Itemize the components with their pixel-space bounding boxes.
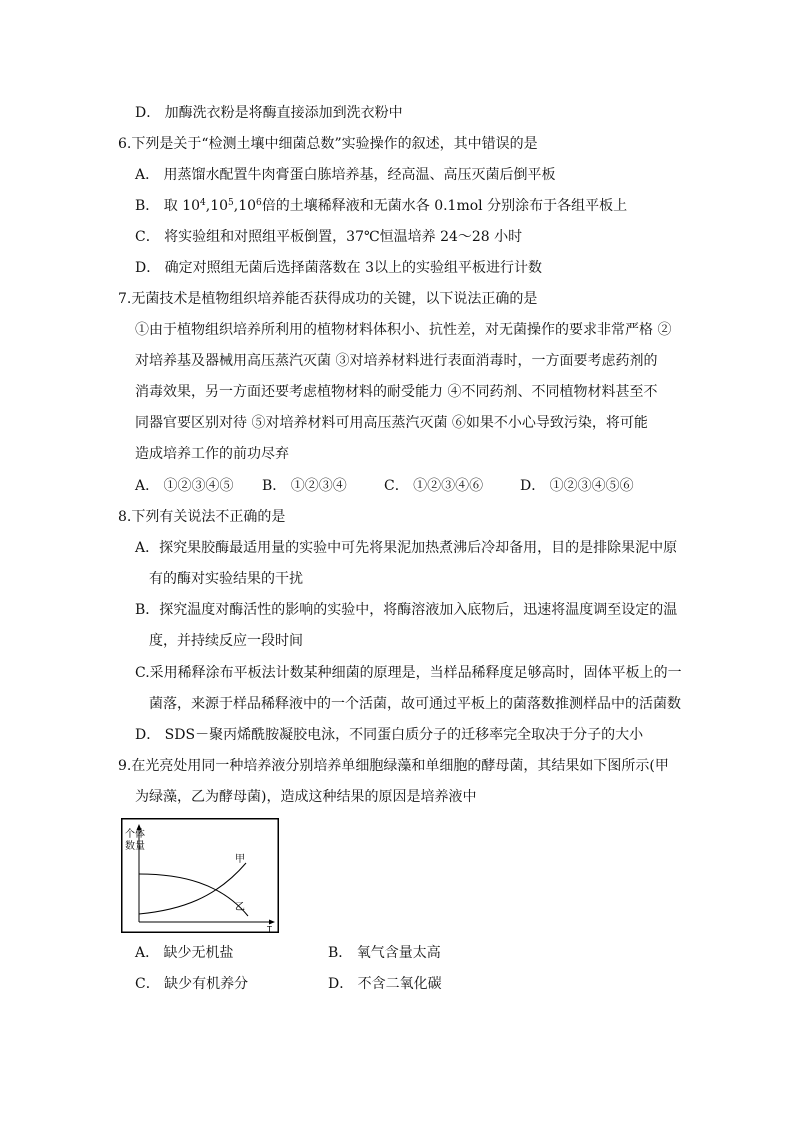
q7-body-5: 造成培养工作的前功尽弃 [135,446,289,462]
q8-option-c-1: C.采用稀释涂布平板法计数某种细菌的原理是，当样品稀释度足够高时，固体平板上的一 [135,665,682,681]
population-curve-figure [121,818,279,933]
q8-option-d: D． SDS－聚丙烯酰胺凝胶电泳，不同蛋白质分子的迁移率完全取决于分子的大小 [135,727,644,743]
q6-option-b-mid1: ,10 [205,198,229,214]
q8-option-b-2: 度，并持续反应一段时间 [149,633,303,649]
y-axis-label-line1: 个体 [125,829,145,840]
q7-stem: 7.无菌技术是植物组织培养能否获得成功的关键，以下说法正确的是 [118,291,538,307]
q6-option-b-exp2: 5 [228,198,234,208]
q7-body-3: 消毒效果，另一方面还要考虑植物材料的耐受能力 ④不同药剂、不同植物材料甚至不 [135,384,658,400]
q7-body-2: 对培养基及器械用高压蒸汽灭菌 ③对培养材料进行表面消毒时，一方面要考虑药剂的 [135,353,658,369]
q6-option-b-rest: 倍的土壤稀释液和无菌水各 0.1mol 分别涂布于各组平板上 [261,198,628,214]
q7-option-b: B． ①②③④ [262,478,347,494]
y-axis-label-line2: 数量 [125,841,145,852]
q6-option-d: D． 确定对照组无菌后选择菌落数在 3以上的实验组平板进行计数 [135,260,543,276]
q9-options-row2 [0,974,794,994]
x-axis-label: T [267,925,272,933]
q6-option-b-label: B． 取 10 [135,198,201,214]
q8-stem: 8.下列有关说法不正确的是 [118,509,286,525]
q9-option-d: D． 不含二氧化碳 [328,976,442,992]
q7-option-a: A． ①②③④⑤ [135,478,234,494]
q9-stem-2: 为绿藻，乙为酵母菌)，造成这种结果的原因是培养液中 [135,789,477,805]
q7-option-c: C． ①②③④⑥ [384,478,484,494]
q7-option-d: D． ①②③④⑤⑥ [520,478,634,494]
q5-option-d: D． 加酶洗衣粉是将酶直接添加到洗衣粉中 [135,105,403,121]
q6-option-c: C． 将实验组和对照组平板倒置，37℃恒温培养 24～28 小时 [135,229,523,245]
q8-option-b-1: B．探究温度对酶活性的影响的实验中，将酶溶液加入底物后，迅速将温度调至设定的温 [135,602,678,618]
q7-body-1: ①由于植物组织培养所利用的植物材料体积小、抗性差，对无菌操作的要求非常严格 ② [135,322,672,338]
q9-option-c: C． 缺少有机养分 [135,976,249,992]
curve-jia-label: 甲 [235,854,245,865]
q8-option-a-2: 有的酶对实验结果的干扰 [149,571,303,587]
figure-frame [122,819,279,933]
q6-option-b [135,196,627,216]
q7-options [0,476,794,496]
q9-option-b: B． 氧气含量太高 [328,945,441,961]
q7-body-4: 同器官要区别对待 ⑤对培养材料可用高压蒸汽灭菌 ⑥如果不小心导致污染，将可能 [135,415,648,431]
q6-stem: 6.下列是关于“检测土壤中细菌总数”实验操作的叙述，其中错误的是 [118,136,538,152]
q6-option-b-exp3: 6 [256,198,262,208]
q6-option-b-mid2: ,10 [233,198,257,214]
q6-option-b-exp1: 4 [200,198,206,208]
q9-stem-1: 9.在光亮处用同一种培养液分别培养单细胞绿藻和单细胞的酵母菌，其结果如下图所示(甲 [118,758,669,774]
q9-options-row1 [0,943,794,963]
q6-option-a: A． 用蒸馏水配置牛肉膏蛋白胨培养基，经高温、高压灭菌后倒平板 [135,167,556,183]
q9-option-a: A． 缺少无机盐 [135,945,234,961]
curve-yi-label: 乙 [235,902,245,913]
q8-option-c-2: 菌落，来源于样品稀释液中的一个活菌，故可通过平板上的菌落数推测样品中的活菌数 [149,696,681,712]
q8-option-a-1: A．探究果胶酶最适用量的实验中可先将果泥加热煮沸后冷却备用，目的是排除果泥中原 [135,540,678,556]
